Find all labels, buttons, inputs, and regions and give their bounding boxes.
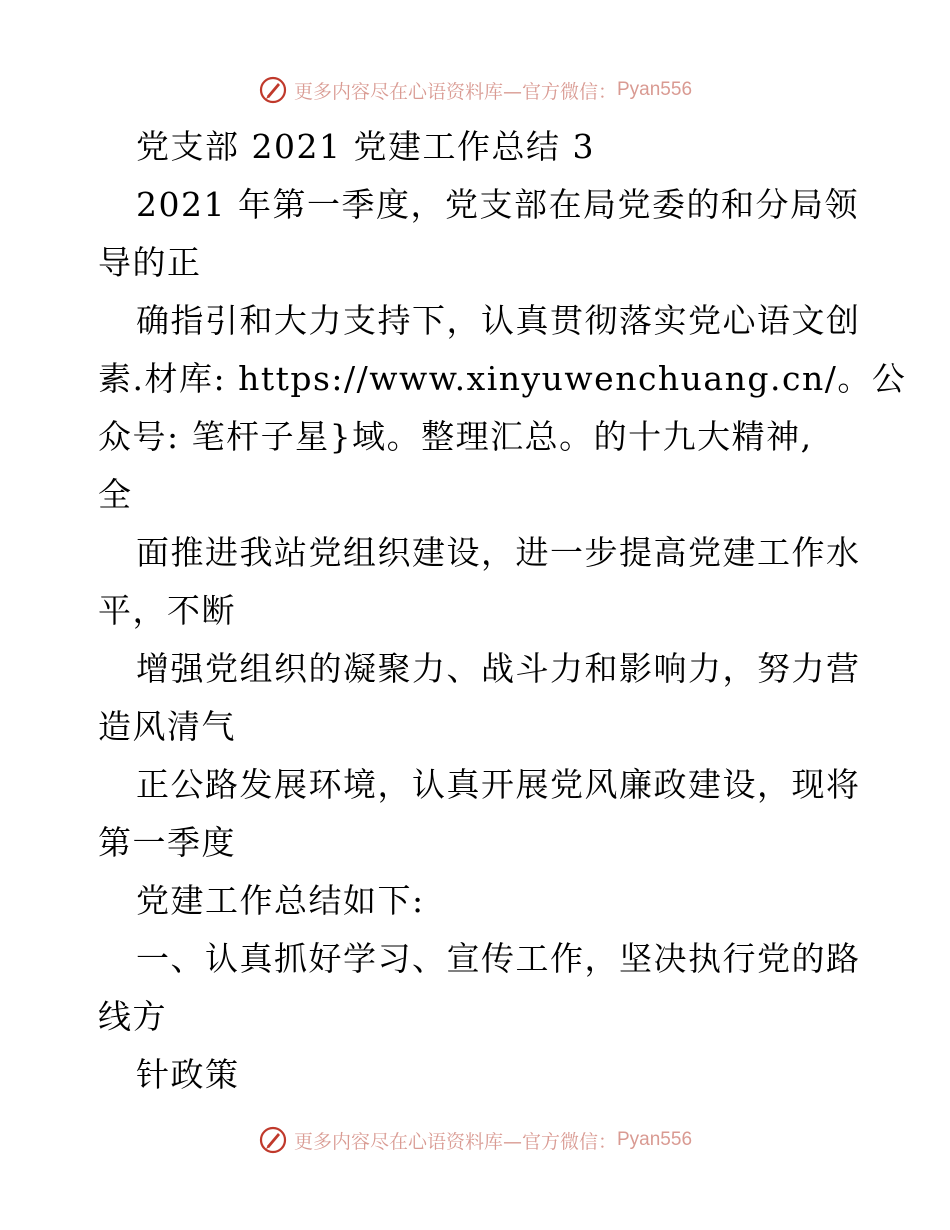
paragraph-line: 全 (98, 475, 133, 514)
section-heading-line: 一、认真抓好学习、宣传工作，坚决执行党的路 (136, 939, 861, 978)
watermark-id: Pyan556 (617, 1129, 693, 1150)
paragraph-line: 确指引和大力支持下，认真贯彻落实党心语文创 (136, 301, 861, 340)
paragraph-line: 线方 (98, 997, 167, 1036)
quill-logo-icon (258, 1125, 288, 1155)
document-body (98, 118, 907, 1104)
paragraph-line: 面推进我站党组织建设，进一步提高党建工作水 (136, 533, 861, 572)
paragraph-line: 众号: 笔杆子星}域。整理汇总。的十九大精神, (98, 417, 813, 456)
watermark-id: Pyan556 (617, 79, 693, 100)
header-watermark (0, 70, 950, 110)
watermark-text: 更多内容尽在心语资料库—官方微信： (293, 1130, 617, 1153)
paragraph-line: 正公路发展环境，认真开展党风廉政建设，现将 (136, 765, 861, 804)
watermark-text: 更多内容尽在心语资料库—官方微信： (293, 80, 617, 103)
paragraph-line: 平，不断 (98, 591, 236, 630)
paragraph-line: 增强党组织的凝聚力、战斗力和影响力，努力营 (136, 649, 861, 688)
doc-title: 党支部 2021 党建工作总结 3 (136, 127, 595, 166)
paragraph-line: 导的正 (98, 243, 202, 282)
paragraph-line: 造风清气 (98, 707, 236, 746)
footer-watermark (0, 1120, 950, 1160)
paragraph-line: 针政策 (136, 1055, 240, 1094)
paragraph-line: 第一季度 (98, 823, 236, 862)
quill-logo-icon (258, 75, 288, 105)
paragraph-line: 党建工作总结如下: (136, 881, 425, 920)
paragraph-line: 素.材库: https://www.xinyuwenchuang.cn/。公 (98, 359, 907, 398)
paragraph-line: 2021 年第一季度，党支部在局党委的和分局领 (136, 185, 859, 224)
